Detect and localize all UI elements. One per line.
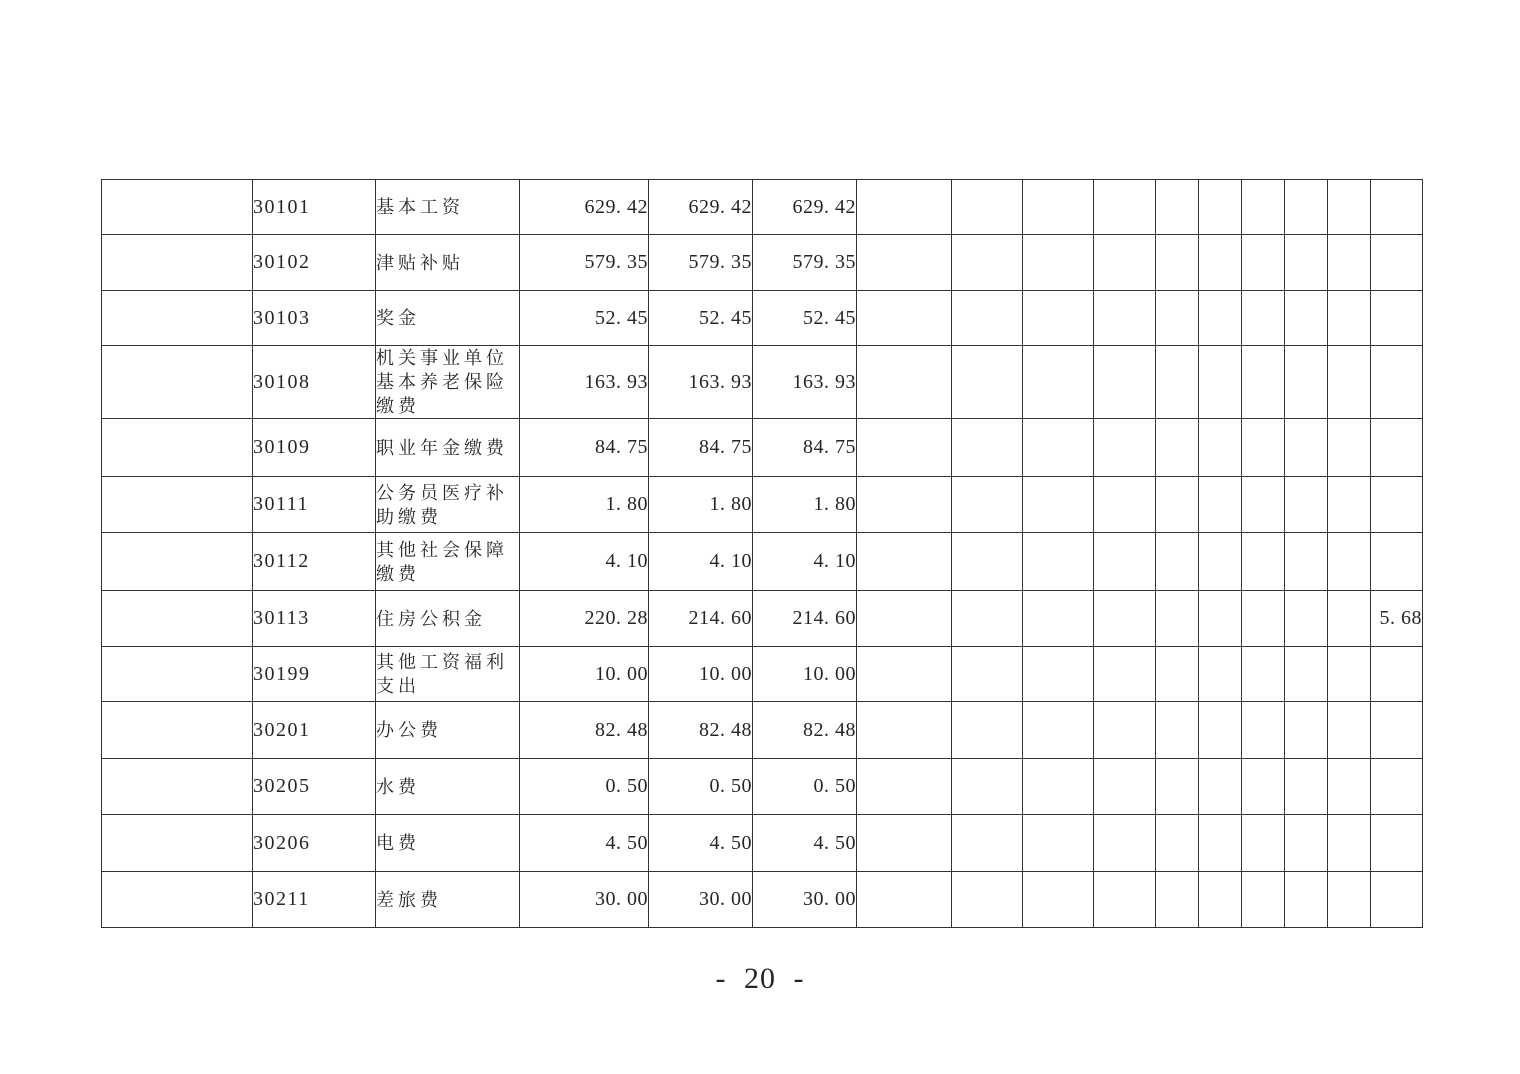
table-row [102, 235, 1423, 291]
economic-code-cell: 30102 [253, 235, 376, 291]
empty-cell [857, 815, 952, 872]
empty-cell [1156, 647, 1199, 702]
table-row [102, 346, 1423, 419]
extra-value-cell [1371, 872, 1423, 928]
empty-cell [1285, 872, 1328, 928]
empty-cell [1242, 647, 1285, 702]
value-cell-1: 82. 48 [520, 702, 649, 759]
value-cell-2: 579. 35 [649, 235, 753, 291]
empty-cell [1199, 815, 1242, 872]
empty-cell [1023, 235, 1094, 291]
empty-cell [1285, 759, 1328, 815]
empty-cell [1328, 235, 1371, 291]
item-name-line: 其他工资福利 [376, 652, 508, 672]
empty-cell [1242, 591, 1285, 647]
empty-cell [857, 477, 952, 533]
empty-cell [857, 872, 952, 928]
value-cell-3: 84. 75 [753, 419, 857, 477]
economic-item-cell [376, 533, 520, 591]
item-name-line: 住房公积金 [376, 608, 486, 629]
empty-cell [1094, 759, 1156, 815]
empty-cell [952, 477, 1023, 533]
empty-cell [857, 419, 952, 477]
table-row [102, 872, 1423, 928]
empty-cell [952, 235, 1023, 291]
indent-cell [102, 647, 253, 702]
empty-cell [952, 419, 1023, 477]
empty-cell [1199, 346, 1242, 419]
extra-value-cell [1371, 291, 1423, 346]
indent-cell [102, 815, 253, 872]
item-name-line: 缴费 [376, 563, 420, 584]
extra-value-cell [1371, 477, 1423, 533]
empty-cell [1094, 647, 1156, 702]
value-cell-2: 163. 93 [649, 346, 753, 419]
value-cell-1: 220. 28 [520, 591, 649, 647]
empty-cell [857, 647, 952, 702]
extra-value-cell [1371, 702, 1423, 759]
empty-cell [1156, 346, 1199, 419]
value-cell-2: 1. 80 [649, 477, 753, 533]
indent-cell [102, 346, 253, 419]
economic-item-cell [376, 235, 520, 291]
indent-cell [102, 180, 253, 235]
empty-cell [1156, 872, 1199, 928]
empty-cell [1094, 477, 1156, 533]
empty-cell [857, 759, 952, 815]
empty-cell [1285, 815, 1328, 872]
empty-cell [952, 591, 1023, 647]
item-name-line: 其他社会保障 [376, 539, 508, 560]
economic-code-cell: 30101 [253, 180, 376, 235]
empty-cell [1023, 702, 1094, 759]
empty-cell [1156, 702, 1199, 759]
empty-cell [1156, 759, 1199, 815]
economic-code-cell: 30201 [253, 702, 376, 759]
economic-item-cell [376, 815, 520, 872]
empty-cell [1285, 533, 1328, 591]
empty-cell [857, 702, 952, 759]
value-cell-3: 52. 45 [753, 291, 857, 346]
value-cell-1: 4. 10 [520, 533, 649, 591]
empty-cell [1199, 759, 1242, 815]
value-cell-1: 30. 00 [520, 872, 649, 928]
value-cell-2: 0. 50 [649, 759, 753, 815]
value-cell-1: 629. 42 [520, 180, 649, 235]
table-row [102, 291, 1423, 346]
extra-value-cell [1371, 759, 1423, 815]
indent-cell [102, 533, 253, 591]
empty-cell [1094, 291, 1156, 346]
empty-cell [1199, 702, 1242, 759]
empty-cell [1023, 533, 1094, 591]
value-cell-3: 163. 93 [753, 346, 857, 419]
value-cell-2: 52. 45 [649, 291, 753, 346]
empty-cell [1156, 591, 1199, 647]
empty-cell [1023, 647, 1094, 702]
empty-cell [1023, 815, 1094, 872]
economic-code-cell: 30199 [253, 647, 376, 702]
indent-cell [102, 419, 253, 477]
value-cell-2: 84. 75 [649, 419, 753, 477]
empty-cell [952, 647, 1023, 702]
value-cell-1: 579. 35 [520, 235, 649, 291]
empty-cell [857, 235, 952, 291]
economic-item-cell [376, 591, 520, 647]
empty-cell [1328, 180, 1371, 235]
empty-cell [1023, 180, 1094, 235]
empty-cell [1285, 291, 1328, 346]
empty-cell [1328, 419, 1371, 477]
empty-cell [1285, 647, 1328, 702]
item-name-line: 公务员医疗补 [376, 482, 508, 503]
economic-item-cell [376, 419, 520, 477]
indent-cell [102, 591, 253, 647]
empty-cell [1199, 291, 1242, 346]
value-cell-3: 214. 60 [753, 591, 857, 647]
empty-cell [1328, 591, 1371, 647]
empty-cell [1094, 419, 1156, 477]
empty-cell [1328, 346, 1371, 419]
value-cell-2: 4. 50 [649, 815, 753, 872]
economic-code-cell: 30111 [253, 477, 376, 533]
empty-cell [1094, 533, 1156, 591]
value-cell-2: 82. 48 [649, 702, 753, 759]
economic-code-cell: 30211 [253, 872, 376, 928]
empty-cell [1328, 815, 1371, 872]
item-name-line: 津贴补贴 [376, 252, 464, 273]
empty-cell [1156, 533, 1199, 591]
empty-cell [1199, 533, 1242, 591]
empty-cell [1285, 235, 1328, 291]
value-cell-1: 4. 50 [520, 815, 649, 872]
indent-cell [102, 702, 253, 759]
empty-cell [1285, 346, 1328, 419]
economic-code-cell: 30112 [253, 533, 376, 591]
empty-cell [1242, 477, 1285, 533]
indent-cell [102, 477, 253, 533]
empty-cell [1156, 815, 1199, 872]
empty-cell [952, 180, 1023, 235]
extra-value-cell: 5. 68 [1371, 591, 1423, 647]
empty-cell [1199, 477, 1242, 533]
empty-cell [1094, 591, 1156, 647]
item-name-line: 机关事业单位 [376, 348, 508, 368]
value-cell-2: 10. 00 [649, 647, 753, 702]
empty-cell [1328, 291, 1371, 346]
extra-value-cell [1371, 180, 1423, 235]
table-row [102, 533, 1423, 591]
economic-code-cell: 30103 [253, 291, 376, 346]
value-cell-1: 52. 45 [520, 291, 649, 346]
empty-cell [857, 533, 952, 591]
economic-item-cell [376, 180, 520, 235]
empty-cell [1094, 180, 1156, 235]
value-cell-3: 4. 50 [753, 815, 857, 872]
empty-cell [1242, 702, 1285, 759]
table-row [102, 647, 1423, 702]
indent-cell [102, 235, 253, 291]
economic-code-cell: 30206 [253, 815, 376, 872]
table-row [102, 759, 1423, 815]
empty-cell [1328, 647, 1371, 702]
empty-cell [857, 591, 952, 647]
empty-cell [1328, 533, 1371, 591]
empty-cell [1199, 872, 1242, 928]
economic-item-cell [376, 759, 520, 815]
value-cell-1: 163. 93 [520, 346, 649, 419]
empty-cell [1199, 235, 1242, 291]
empty-cell [1242, 815, 1285, 872]
economic-item-cell [376, 477, 520, 533]
empty-cell [1023, 477, 1094, 533]
empty-cell [952, 533, 1023, 591]
page-number: - 20 - [715, 962, 805, 995]
empty-cell [1094, 872, 1156, 928]
empty-cell [1023, 419, 1094, 477]
value-cell-3: 82. 48 [753, 702, 857, 759]
empty-cell [1328, 702, 1371, 759]
economic-code-cell: 30108 [253, 346, 376, 419]
empty-cell [857, 291, 952, 346]
item-name-line: 水费 [376, 776, 420, 797]
extra-value-cell [1371, 419, 1423, 477]
economic-code-cell: 30205 [253, 759, 376, 815]
empty-cell [857, 346, 952, 419]
value-cell-1: 1. 80 [520, 477, 649, 533]
empty-cell [1156, 477, 1199, 533]
empty-cell [1023, 872, 1094, 928]
value-cell-2: 4. 10 [649, 533, 753, 591]
item-name-line: 支出 [376, 676, 420, 696]
empty-cell [1242, 533, 1285, 591]
extra-value-cell [1371, 815, 1423, 872]
value-cell-2: 629. 42 [649, 180, 753, 235]
empty-cell [1242, 235, 1285, 291]
item-name-line: 办公费 [376, 720, 442, 740]
empty-cell [1285, 180, 1328, 235]
empty-cell [1156, 291, 1199, 346]
economic-item-cell [376, 647, 520, 702]
empty-cell [1023, 591, 1094, 647]
value-cell-3: 10. 00 [753, 647, 857, 702]
indent-cell [102, 759, 253, 815]
value-cell-3: 629. 42 [753, 180, 857, 235]
empty-cell [1199, 647, 1242, 702]
economic-item-cell [376, 702, 520, 759]
empty-cell [1023, 759, 1094, 815]
value-cell-3: 579. 35 [753, 235, 857, 291]
empty-cell [1328, 872, 1371, 928]
empty-cell [1156, 180, 1199, 235]
indent-cell [102, 291, 253, 346]
empty-cell [1242, 291, 1285, 346]
value-cell-1: 0. 50 [520, 759, 649, 815]
empty-cell [1242, 419, 1285, 477]
extra-value-cell [1371, 346, 1423, 419]
empty-cell [952, 759, 1023, 815]
value-cell-1: 10. 00 [520, 647, 649, 702]
empty-cell [1094, 815, 1156, 872]
economic-item-cell [376, 346, 520, 419]
economic-code-cell: 30109 [253, 419, 376, 477]
value-cell-1: 84. 75 [520, 419, 649, 477]
item-name-line: 电费 [376, 833, 420, 853]
value-cell-3: 0. 50 [753, 759, 857, 815]
economic-code-cell: 30113 [253, 591, 376, 647]
table-row [102, 702, 1423, 759]
empty-cell [1285, 477, 1328, 533]
empty-cell [952, 872, 1023, 928]
empty-cell [1094, 235, 1156, 291]
table-row [102, 419, 1423, 477]
empty-cell [1285, 419, 1328, 477]
extra-value-cell [1371, 647, 1423, 702]
budget-table [101, 179, 1423, 928]
empty-cell [1023, 291, 1094, 346]
empty-cell [1094, 346, 1156, 419]
empty-cell [952, 702, 1023, 759]
table-row [102, 180, 1423, 235]
table-row [102, 815, 1423, 872]
empty-cell [1328, 477, 1371, 533]
value-cell-3: 4. 10 [753, 533, 857, 591]
value-cell-3: 1. 80 [753, 477, 857, 533]
empty-cell [952, 815, 1023, 872]
table-row [102, 477, 1423, 533]
empty-cell [952, 291, 1023, 346]
empty-cell [1242, 872, 1285, 928]
empty-cell [1242, 346, 1285, 419]
empty-cell [1285, 591, 1328, 647]
economic-item-cell [376, 291, 520, 346]
empty-cell [1156, 419, 1199, 477]
item-name-line: 奖金 [376, 308, 420, 328]
value-cell-2: 30. 00 [649, 872, 753, 928]
empty-cell [1094, 702, 1156, 759]
economic-item-cell [376, 872, 520, 928]
value-cell-3: 30. 00 [753, 872, 857, 928]
item-name-line: 助缴费 [376, 506, 442, 527]
indent-cell [102, 872, 253, 928]
empty-cell [1199, 419, 1242, 477]
empty-cell [952, 346, 1023, 419]
extra-value-cell [1371, 533, 1423, 591]
empty-cell [1023, 346, 1094, 419]
empty-cell [1328, 759, 1371, 815]
empty-cell [1242, 180, 1285, 235]
empty-cell [1199, 180, 1242, 235]
empty-cell [1285, 702, 1328, 759]
extra-value-cell [1371, 235, 1423, 291]
item-name-line: 基本工资 [376, 197, 464, 217]
value-cell-2: 214. 60 [649, 591, 753, 647]
empty-cell [1199, 591, 1242, 647]
item-name-line: 缴费 [376, 396, 420, 416]
item-name-line: 差旅费 [376, 889, 442, 910]
item-name-line: 职业年金缴费 [376, 437, 508, 458]
empty-cell [857, 180, 952, 235]
item-name-line: 基本养老保险 [376, 372, 508, 392]
empty-cell [1156, 235, 1199, 291]
empty-cell [1242, 759, 1285, 815]
table-row [102, 591, 1423, 647]
